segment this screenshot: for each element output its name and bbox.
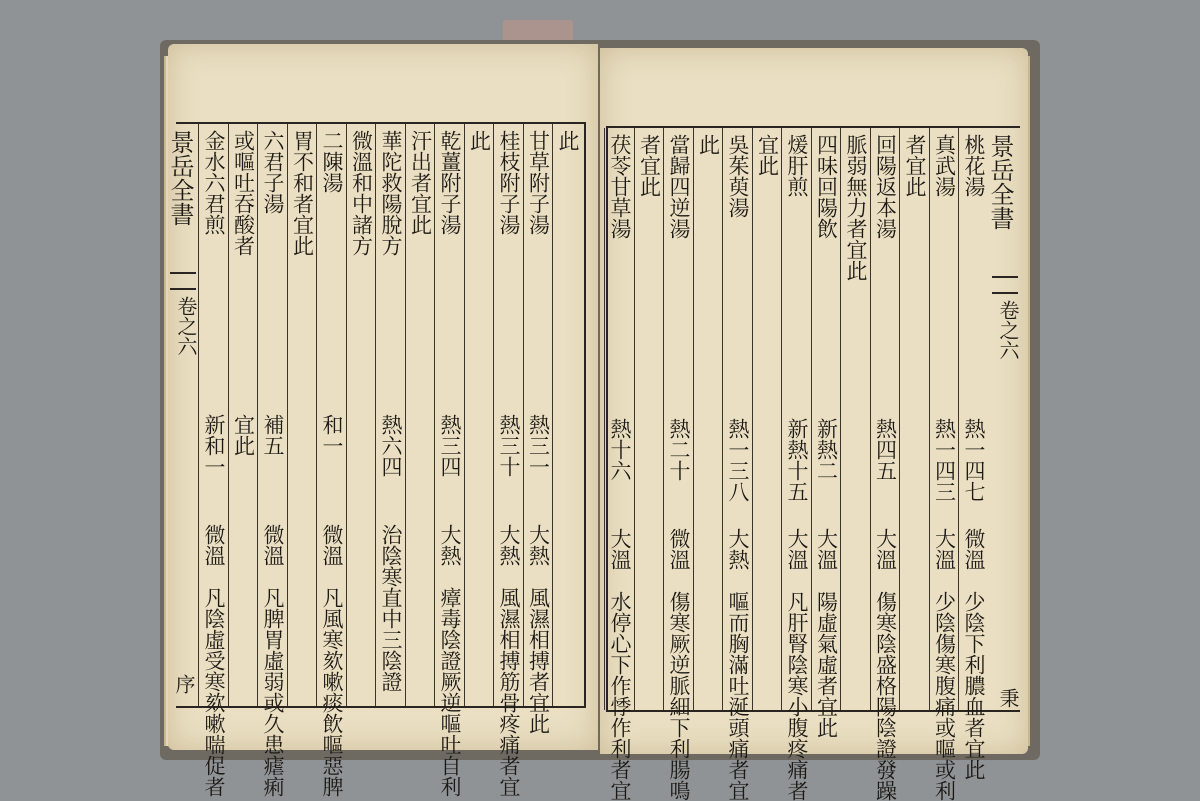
column-bot-text: 微溫 少陰下利膿血者宜此: [962, 528, 986, 780]
column-mid-text: 宜此: [231, 414, 256, 456]
column-top-text: 胃不和者宜此: [290, 130, 315, 256]
text-column: [752, 128, 783, 710]
column-mid-text: 熱六四: [379, 414, 403, 477]
column-bot-text: 大溫 少陰傷寒腹痛或嘔或利: [932, 528, 957, 801]
right-page-volume: 卷之六: [996, 300, 1020, 360]
column-top-text: 煖肝煎: [785, 134, 809, 197]
text-column: [523, 124, 554, 734]
column-top-text: 甘草附子湯: [526, 130, 551, 235]
column-top-text: 桃花湯: [962, 134, 986, 197]
column-top-text: 宜此: [755, 134, 780, 176]
left-page-book-title: 景岳全書: [166, 130, 194, 226]
text-column: [198, 124, 229, 797]
column-top-text: 者宜此: [637, 134, 662, 197]
column-bot-text: 大溫 陽虛氣虛者宜此: [814, 528, 839, 738]
column-bot-text: 微溫 凡陰虛受寒欬嗽喘促者: [202, 524, 226, 797]
column-bot-text: 大熱 嘔而胸滿吐涎頭痛者宜: [726, 528, 750, 801]
column-bot-text: 微溫 凡脾胃虛弱或久患瘧痢: [261, 524, 285, 797]
column-mid-text: 熱十六: [608, 418, 632, 481]
column-top-text: 此: [556, 130, 580, 151]
column-top-text: 金水六君煎: [202, 130, 226, 235]
text-column: [870, 128, 901, 801]
column-top-text: 乾薑附子湯: [438, 130, 462, 235]
column-top-text: 華陀救陽脫方: [379, 130, 403, 256]
text-column: [722, 128, 753, 801]
text-column: [375, 124, 406, 706]
column-bot-text: 大溫 水停心下作悸作利者宜: [608, 528, 632, 801]
text-column: [663, 128, 694, 801]
column-mid-text: 熱四五: [873, 418, 898, 481]
right-folio-mark: [992, 276, 1018, 294]
column-top-text: 桂枝附子湯: [497, 130, 521, 235]
left-page-mark: 序: [172, 674, 196, 694]
left-page-volume: 卷之六: [174, 296, 198, 356]
left-folio-mark: [170, 272, 196, 290]
text-column: [228, 124, 259, 706]
column-mid-text: 熱一三八: [726, 418, 750, 502]
text-column: [899, 128, 930, 710]
column-top-text: 此: [696, 134, 721, 155]
text-column: [929, 128, 960, 801]
column-mid-text: 熱三一: [526, 414, 551, 477]
column-top-text: 汗出者宜此: [408, 130, 433, 235]
column-mid-text: 熱三十: [497, 414, 521, 477]
column-top-text: 或嘔吐吞酸者: [231, 130, 256, 256]
left-page: [166, 44, 598, 797]
column-top-text: 四味回陽飲: [814, 134, 839, 239]
column-mid-text: 新熱十五: [785, 418, 809, 502]
text-column: [257, 124, 288, 797]
text-column: [811, 128, 842, 738]
text-column: [781, 128, 812, 801]
column-mid-text: 熱一四七: [962, 418, 986, 502]
text-column: [552, 124, 583, 706]
column-top-text: 二陳湯: [320, 130, 344, 193]
left-page-frame: [166, 122, 586, 797]
column-bot-text: 大溫 凡肝腎陰寒小腹疼痛者: [785, 528, 809, 801]
column-mid-text: 熱三四: [438, 414, 462, 477]
right-page-mark: 秉: [996, 688, 1020, 708]
text-column: [693, 128, 724, 710]
column-mid-text: 新和一: [202, 414, 226, 477]
column-top-text: 真武湯: [932, 134, 957, 197]
column-mid-text: 補五: [261, 414, 285, 456]
right-page-frame: [606, 126, 1020, 801]
text-column: [493, 124, 524, 797]
right-page-book-title: 景岳全書: [986, 134, 1014, 230]
column-top-text: 此: [467, 130, 492, 151]
column-bot-text: 大熱 風濕相搏者宜此: [526, 524, 551, 734]
text-column: [346, 124, 377, 706]
text-column: [840, 128, 871, 710]
column-bot-text: 大熱 風濕相搏筋骨疼痛者宜: [497, 524, 521, 797]
text-column: [405, 124, 436, 706]
column-top-text: 吳茱萸湯: [726, 134, 750, 218]
column-top-text: 茯苓甘草湯: [608, 134, 632, 239]
column-top-text: 六君子湯: [261, 130, 285, 214]
text-column: [287, 124, 318, 706]
column-top-text: 當歸四逆湯: [667, 134, 691, 239]
column-bot-text: 大熱 瘴毒陰證厥逆嘔吐自利: [438, 524, 462, 797]
column-bot-text: 大溫 傷寒陰盛格陽陰證發躁: [873, 528, 898, 801]
column-top-text: 回陽返本湯: [873, 134, 898, 239]
text-column: [316, 124, 347, 797]
column-top-text: 微溫和中諸方: [349, 130, 374, 256]
column-mid-text: 和一: [320, 414, 344, 456]
right-page: [600, 48, 1028, 801]
column-mid-text: 新熱二: [814, 418, 839, 481]
column-bot-text: 微溫 凡風寒欬嗽痰飲嘔惡脾: [320, 524, 344, 797]
column-top-text: 者宜此: [903, 134, 927, 197]
column-bot-text: 治陰寒直中三陰證: [379, 524, 403, 692]
column-mid-text: 熱一四三: [932, 418, 957, 502]
column-bot-text: 微溫 傷寒厥逆脈細下利腸鳴: [667, 528, 691, 801]
text-column: [634, 128, 665, 710]
text-column: [434, 124, 465, 797]
text-column: [604, 128, 635, 801]
column-top-text: 脈弱無力者宜此: [844, 134, 868, 281]
column-mid-text: 熱二十: [667, 418, 691, 481]
text-column: [464, 124, 495, 706]
